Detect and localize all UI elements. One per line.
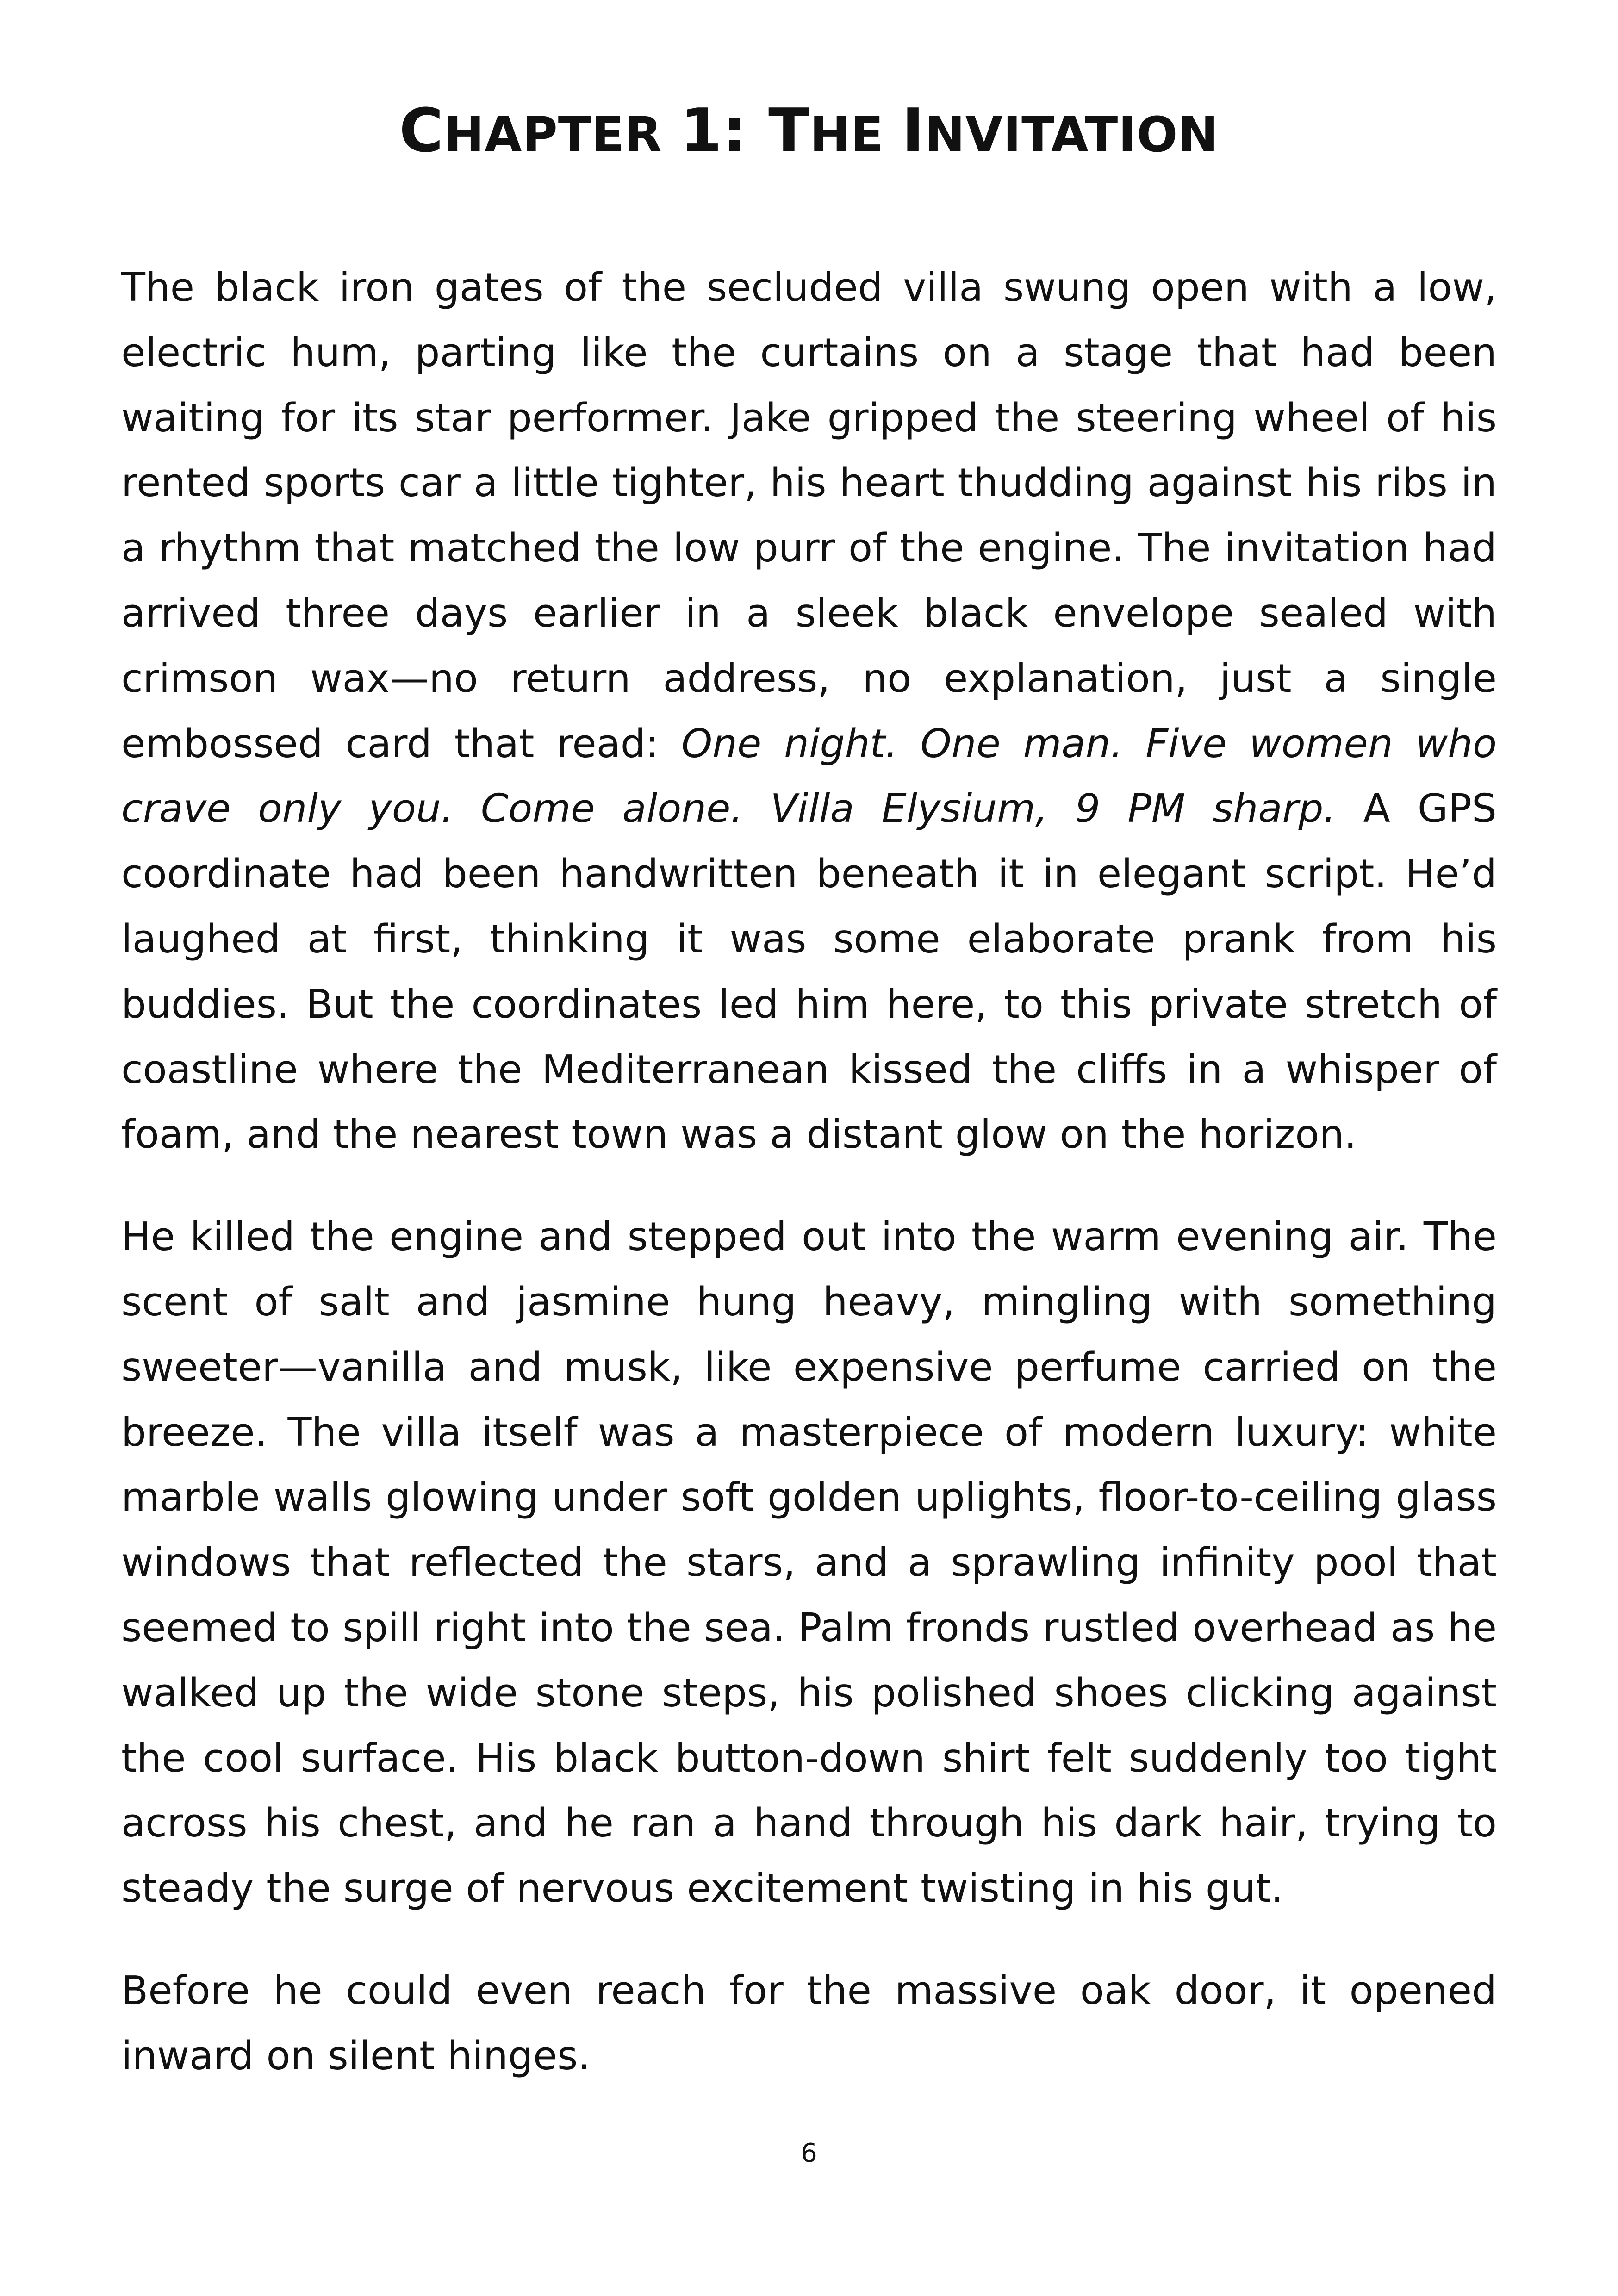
title-rest-1: HAPTER [443, 106, 662, 163]
paragraph-1-text-a: The black iron gates of the secluded villa swung open with a low, electric hum, parting like the curtains on a stage that had been waiting for its star performer. Jake gripped the steering wheel of his rented sports car a little tighter, his heart thudding against his ribs in a rhythm that matched the low purr of the engine. The invitation had arrived three days earlier in a sleek black envelope sealed with crimson wax—no return address, no explanation, just a single embossed card that read: [121, 265, 1497, 767]
title-rest-2: HE [809, 106, 884, 163]
title-cap-1: C [399, 95, 444, 166]
paragraph-3: Before he could even reach for the massive oak door, it opened inward on silent hinges. [121, 1967, 1497, 2079]
paragraph-1 [121, 255, 1497, 1168]
title-cap-3: I [902, 95, 925, 166]
title-cap-2: 1: T [680, 95, 810, 166]
page-number: 6 [801, 2138, 817, 2168]
chapter-body [121, 255, 1497, 2089]
chapter-title [0, 95, 1618, 167]
paragraph-1-text-b: A GPS coordinate had been handwritten beneath it in elegant script. He’d laughed at first, thinking it was some elaborate prank from his buddies. But the coordinates led him here, to this private stretch of coastline where the Mediterranean kissed the cliffs in a whisper of foam, and the nearest town was a distant glow on the horizon. [121, 786, 1497, 1158]
paragraph-2: He killed the engine and stepped out into the warm evening air. The scent of salt and jasmine hung heavy, mingling with something sweeter—vanilla and musk, like expensive perfume carried on the breeze. The villa itself was a masterpiece of modern luxury: white marble walls glowing under soft golden uplights, floor-to-ceiling glass windows that reflected the stars, and a sprawling infinity pool that seemed to spill right into the sea. Palm fronds rustled overhead as he walked up the wide stone steps, his polished shoes clicking against the cool surface. His black button-down shirt felt suddenly too tight across his chest, and he ran a hand through his dark hair, trying to steady the surge of nervous excitement twisting in his gut. [121, 1214, 1497, 1912]
invitation-card-text: One night. One man. Five women who crave only you. Come alone. Villa Elysium, 9 PM sharp. [121, 721, 1497, 832]
title-rest-3: NVITATION [924, 106, 1219, 163]
